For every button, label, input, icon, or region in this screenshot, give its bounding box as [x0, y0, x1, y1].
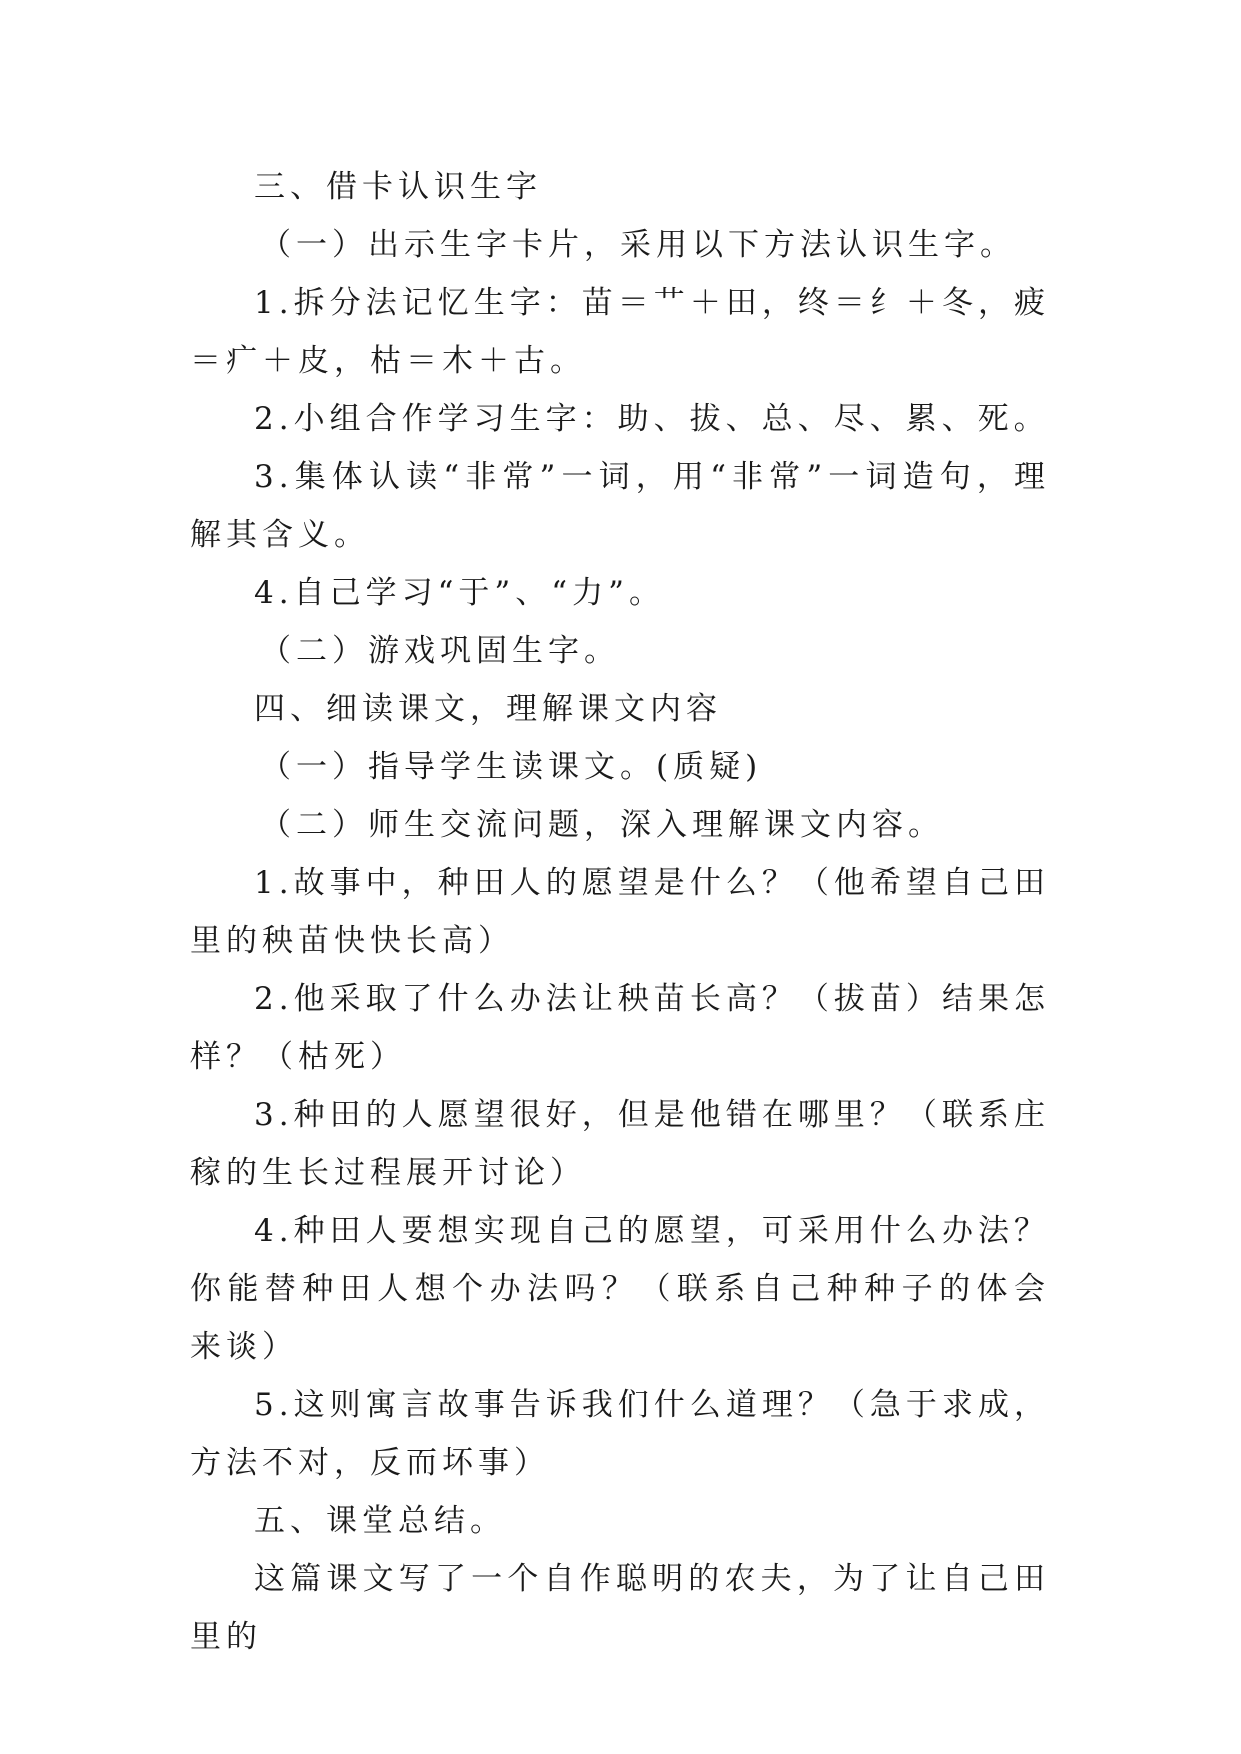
list-item: 2.他采取了什么办法让秧苗长高？（拔苗）结果怎样？（枯死） [190, 981, 1050, 1075]
list-item: 1.拆分法记忆生字：苗＝艹＋田，终＝纟＋冬，疲＝疒＋皮，枯＝木＋古。 [190, 285, 1050, 379]
list-item: 3.集体认读“非常”一词，用“非常”一词造句，理解其含义。 [190, 459, 1050, 553]
list-item: 2.小组合作学习生字：助、拔、总、尽、累、死。 [254, 401, 1050, 437]
subsection-heading: （二）游戏巩固生字。 [260, 633, 620, 669]
list-item: 1.故事中，种田人的愿望是什么？（他希望自己田里的秧苗快快长高） [190, 865, 1050, 959]
section-heading-4: 四、细读课文，理解课文内容 [254, 691, 722, 727]
subsection-heading: （二）师生交流问题，深入理解课文内容。 [260, 807, 944, 843]
list-item: 4.自己学习“于”、“力”。 [254, 575, 665, 611]
subsection-heading: （一）出示生字卡片，采用以下方法认识生字。 [260, 227, 1016, 263]
document-body [190, 158, 1050, 1666]
list-item: 3.种田的人愿望很好，但是他错在哪里？（联系庄稼的生长过程展开讨论） [190, 1097, 1050, 1191]
section-heading-5: 五、课堂总结。 [254, 1503, 506, 1539]
list-item: 4.种田人要想实现自己的愿望，可采用什么办法？你能替种田人想个办法吗？（联系自己种种子的体会来谈） [190, 1213, 1050, 1365]
subsection-heading: （一）指导学生读课文。(质疑) [260, 749, 763, 785]
body-paragraph: 这篇课文写了一个自作聪明的农夫，为了让自己田里的 [190, 1561, 1050, 1655]
list-item: 5.这则寓言故事告诉我们什么道理？（急于求成，方法不对，反而坏事） [190, 1387, 1050, 1481]
section-heading-3: 三、借卡认识生字 [254, 169, 542, 205]
